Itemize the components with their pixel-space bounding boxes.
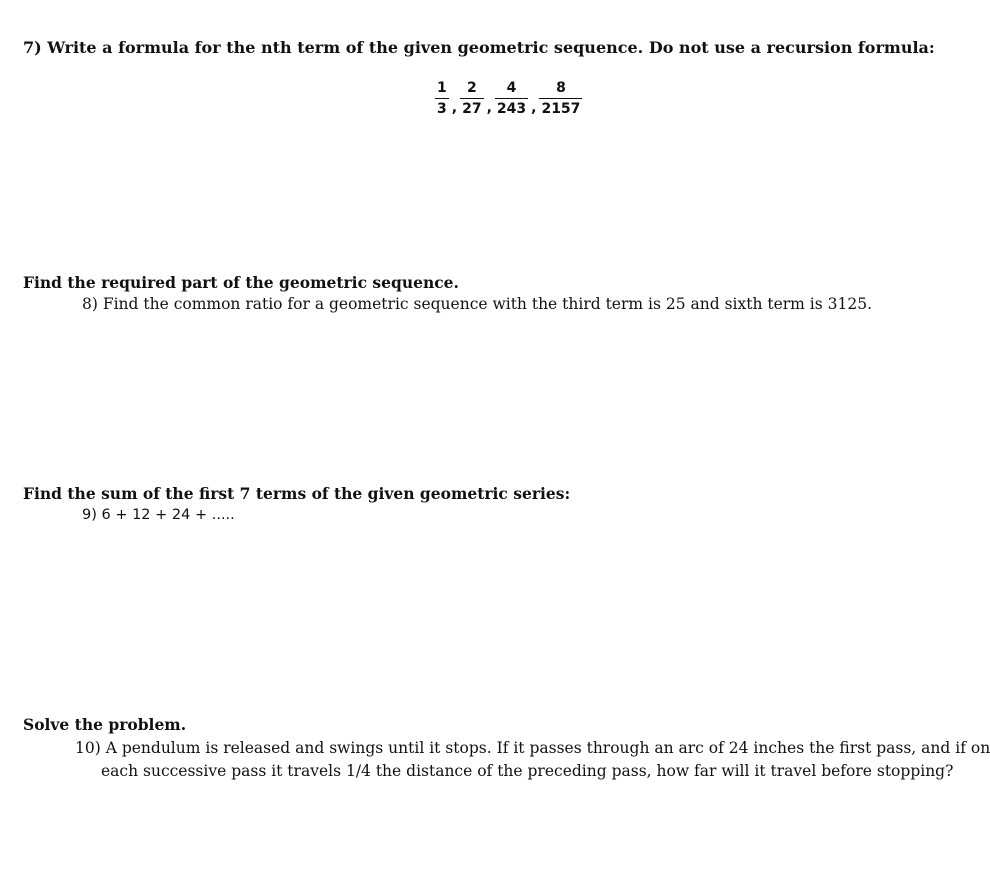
sequence-term-2 (460, 81, 483, 116)
problem-10-line-1: 10) A pendulum is released and swings until it stops. If it passes through an arc of 24 inches the first pass, and if on (75, 739, 990, 757)
separator: , (531, 99, 537, 116)
problem-10-line-2: each successive pass it travels 1/4 the distance of the preceding pass, how far will it travel before stopping? (101, 762, 954, 780)
problem-8-text: 8) Find the common ratio for a geometric sequence with the third term is 25 and sixth term is 3125. (82, 295, 873, 313)
sequence-term-4 (539, 81, 582, 116)
sequence-term-1 (435, 81, 449, 116)
section-heading-required-part: Find the required part of the geometric sequence. (23, 273, 459, 292)
sequence-term-3 (495, 81, 528, 116)
geometric-sequence (435, 81, 582, 116)
problem-9-text: 9) 6 + 12 + 24 + ..... (82, 507, 235, 523)
section-heading-series-sum: Find the sum of the first 7 terms of the given geometric series: (23, 484, 571, 503)
numerator: 4 (506, 80, 517, 96)
section-heading-solve: Solve the problem. (23, 715, 187, 734)
denominator: 243 (495, 98, 528, 116)
numerator: 2 (466, 80, 477, 96)
numerator: 8 (556, 80, 566, 96)
denominator: 2157 (539, 98, 582, 116)
denominator: 3 (435, 98, 449, 116)
problem-7-prompt: 7) Write a formula for the nth term of the given geometric sequence. Do not use a recursion formula: (23, 38, 935, 57)
denominator: 27 (460, 98, 483, 116)
problem-10-text (75, 737, 990, 783)
numerator: 1 (437, 80, 447, 96)
separator: , (451, 99, 458, 116)
separator: , (486, 99, 492, 116)
